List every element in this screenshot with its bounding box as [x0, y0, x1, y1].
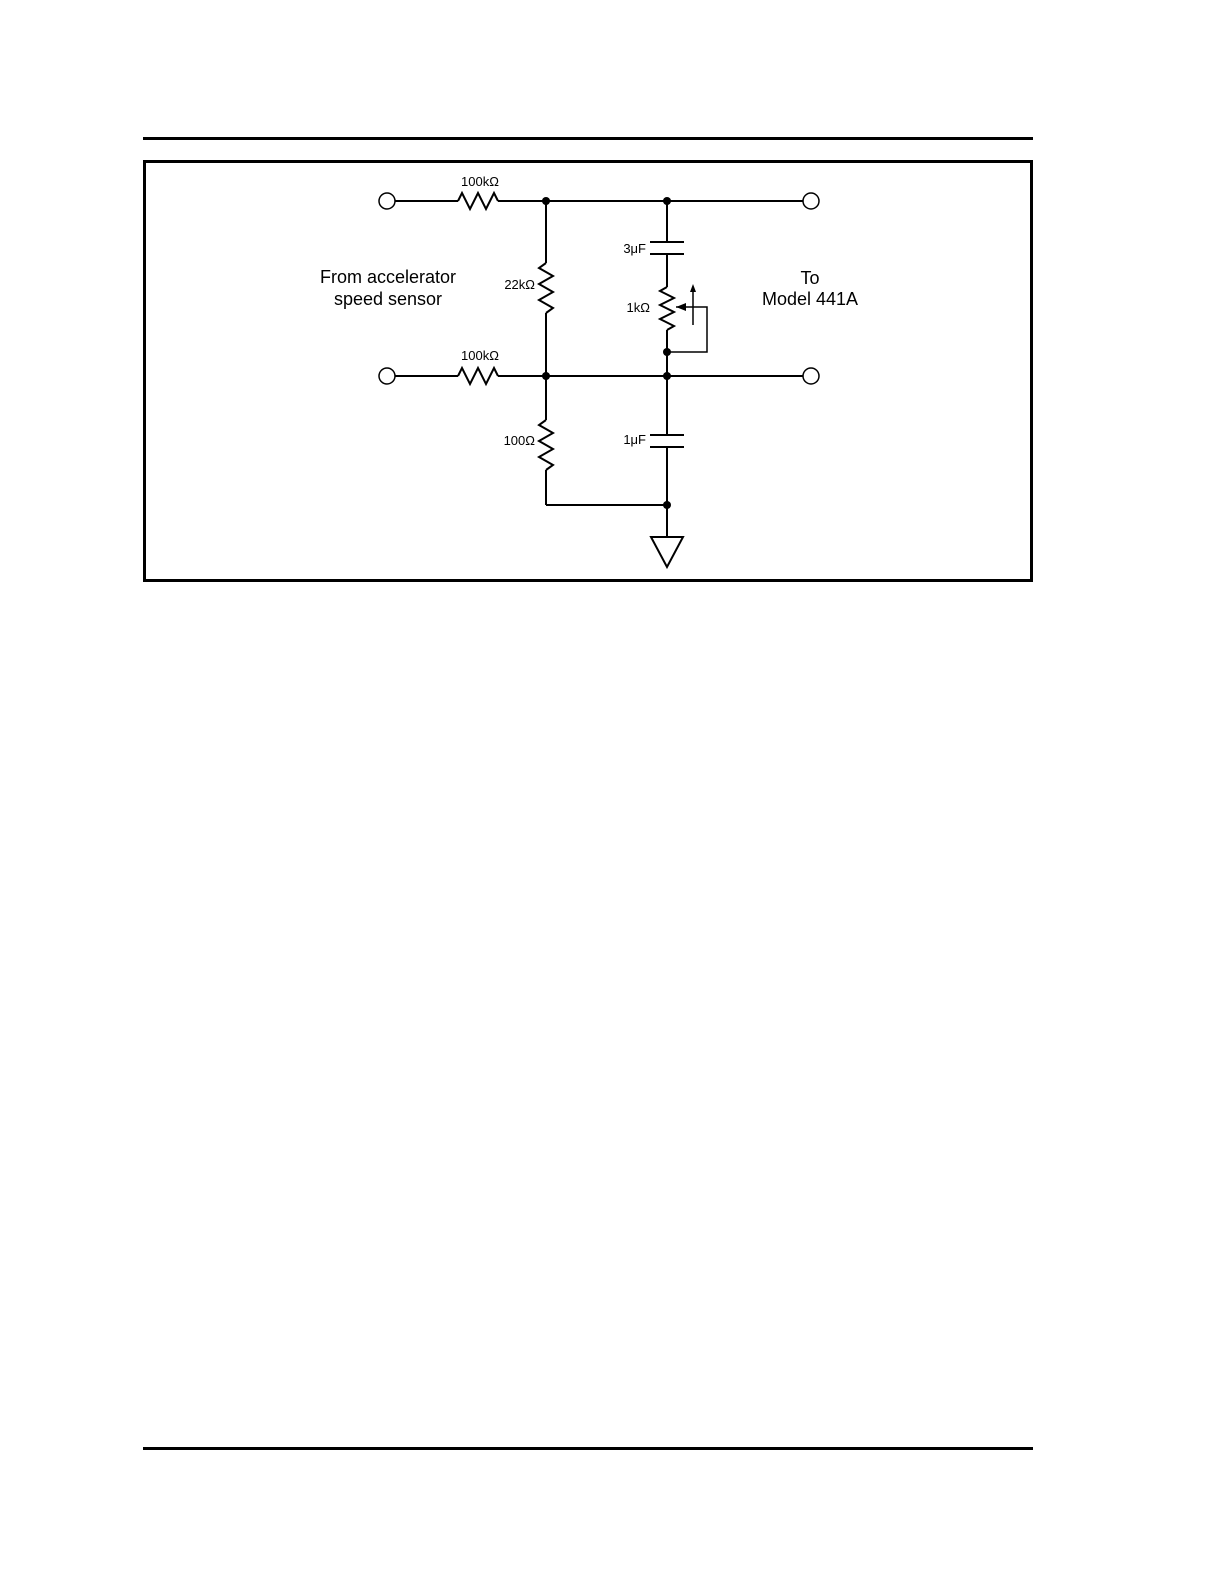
label-r-upper-shunt: 22kΩ: [504, 277, 535, 292]
label-c-lower: 1μF: [623, 432, 646, 447]
label-pot: 1kΩ: [626, 300, 650, 315]
pot-wiper-loop: [667, 307, 707, 352]
junction-node: [663, 372, 671, 380]
label-r-top-series: 100kΩ: [461, 174, 499, 189]
label-r-bottom-series: 100kΩ: [461, 348, 499, 363]
junction-node: [542, 197, 550, 205]
output-label-line1: To: [800, 268, 820, 288]
output-label-line2: Model 441A: [761, 289, 859, 309]
ground-icon: [651, 537, 683, 567]
input-label-line1: From accelerator: [319, 267, 457, 287]
junction-node: [663, 348, 671, 356]
resistor-top-series: [458, 193, 498, 209]
input-terminal-top: [379, 193, 395, 209]
output-terminal-bottom: [803, 368, 819, 384]
junction-node: [542, 372, 550, 380]
input-terminal-bottom: [379, 368, 395, 384]
output-terminal-top: [803, 193, 819, 209]
label-c-upper: 3μF: [623, 241, 646, 256]
input-label-line2: speed sensor: [333, 289, 443, 309]
potentiometer: [660, 287, 674, 330]
bottom-rule: [143, 1447, 1033, 1450]
junction-node: [663, 501, 671, 509]
resistor-upper-shunt: [539, 263, 553, 313]
junction-node: [663, 197, 671, 205]
resistor-bottom-series: [458, 368, 498, 384]
label-r-lower-shunt: 100Ω: [503, 433, 535, 448]
resistor-lower-shunt: [539, 420, 553, 470]
pot-adjust-arrowhead: [690, 284, 696, 292]
pot-wiper-arrowhead: [676, 303, 686, 311]
